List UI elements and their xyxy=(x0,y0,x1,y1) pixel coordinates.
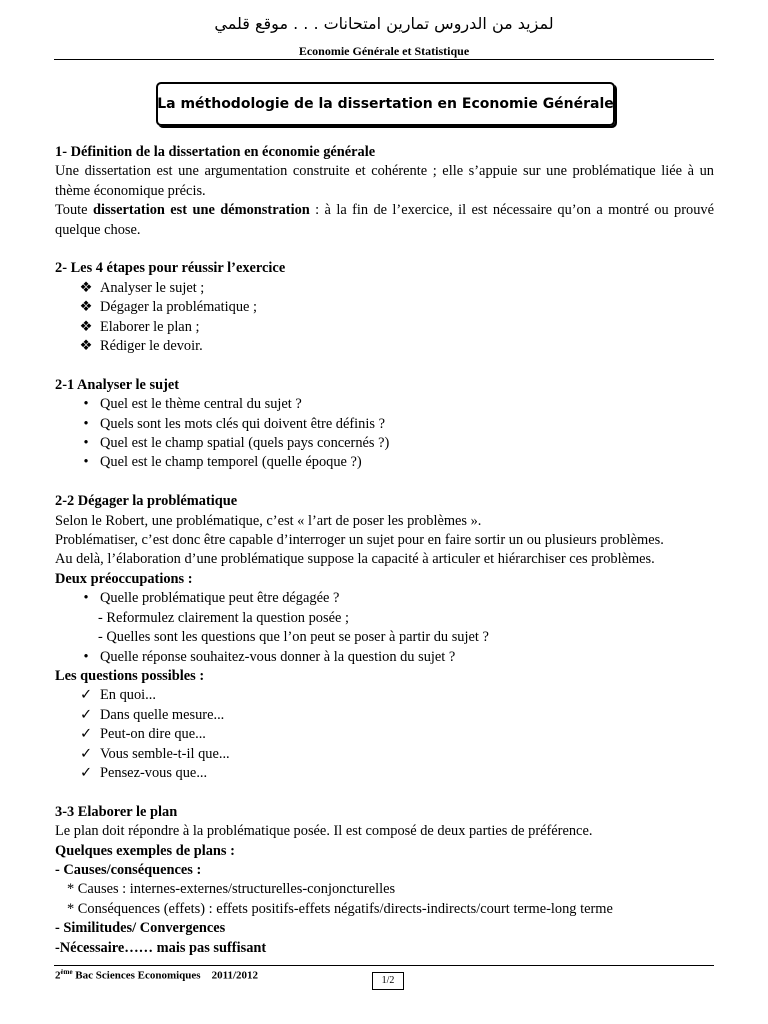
sub-item: * Conséquences (effets) : effets positifs-effets négatifs/directs-indirects/court terme-long terme xyxy=(67,900,613,917)
para-2-bold: dissertation est une démonstration xyxy=(92,202,310,219)
check-bullet-icon: ✓ xyxy=(79,745,93,762)
sub-item: * Causes : internes-externes/structurelles-conjoncturelles xyxy=(67,881,396,898)
document-body xyxy=(55,143,714,958)
list-item: ❖ Elaborer le plan ; xyxy=(55,318,714,337)
round-bullet-icon: • xyxy=(83,454,89,471)
list-item: • Quelle réponse souhaitez-vous donner à la question du sujet ? xyxy=(55,648,714,667)
round-bullet-icon: • xyxy=(83,435,89,452)
section-2-1-heading: 2-1 Analyser le sujet xyxy=(55,376,180,393)
list-item: • Quelle problématique peut être dégagée ? xyxy=(55,589,714,608)
list-item: ❖ Analyser le sujet ; xyxy=(55,279,714,298)
diamond-bullet-icon: ❖ xyxy=(79,318,93,335)
para-2-prefix: Toute xyxy=(55,202,93,219)
questions-heading: Les questions possibles : xyxy=(55,667,205,684)
sub-item: - Quelles sont les questions que l’on peut se poser à partir du sujet ? xyxy=(98,629,489,646)
section-3-3-heading: 3-3 Elaborer le plan xyxy=(55,803,178,820)
section-1-paragraph-2 xyxy=(55,201,714,240)
list-item: ❖ Rédiger le devoir. xyxy=(55,337,714,356)
arabic-banner: لمزيد من الدروس تمارين امتحانات . . . موقع قلمي xyxy=(214,14,554,33)
diamond-bullet-icon: ❖ xyxy=(79,338,93,355)
list-item: • Quels sont les mots clés qui doivent être définis ? xyxy=(55,415,714,434)
page-number: 1/2 xyxy=(372,972,404,990)
header-rule xyxy=(54,59,714,60)
check-bullet-icon: ✓ xyxy=(79,726,93,743)
sub-item: - Reformulez clairement la question posée ; xyxy=(98,609,349,626)
para-2-suffix: : à la fin de l’exercice, il est nécessaire qu’on a montré ou prouvé quelque chose. xyxy=(55,202,714,238)
section-2-2-heading: 2-2 Dégager la problématique xyxy=(55,493,238,510)
footer-class-label: 2ème Bac Sciences Economiques 2011/2012 xyxy=(55,968,259,982)
diamond-bullet-icon: ❖ xyxy=(79,299,93,316)
check-bullet-icon: ✓ xyxy=(79,687,93,704)
list-item: • Quel est le champ temporel (quelle époque ?) xyxy=(55,453,714,472)
footer-rule xyxy=(54,965,714,966)
document-title: La méthodologie de la dissertation en Economie Générale xyxy=(156,82,615,126)
concerns-heading: Deux préoccupations : xyxy=(55,570,193,587)
check-bullet-icon: ✓ xyxy=(79,764,93,781)
list-item: ✓ Dans quelle mesure... xyxy=(55,706,714,725)
diamond-bullet-icon: ❖ xyxy=(79,279,93,296)
list-item: ✓ Vous semble-t-il que... xyxy=(55,745,714,764)
list-item: ✓ Pensez-vous que... xyxy=(55,764,714,783)
section-2-2-paragraph-1: Selon le Robert, une problématique, c’est « l’art de poser les problèmes ». xyxy=(55,512,482,529)
section-2-2-paragraph-3: Au delà, l’élaboration d’une problématique suppose la capacité à articuler et hiérarchiser ces problèmes. xyxy=(55,551,655,568)
examples-heading: Quelques exemples de plans : xyxy=(55,842,235,859)
section-3-3-paragraph: Le plan doit répondre à la problématique posée. Il est composé de deux parties de préférence. xyxy=(55,823,593,840)
round-bullet-icon: • xyxy=(83,396,89,413)
document-subtitle: Economie Générale et Statistique xyxy=(298,44,470,58)
list-item: ✓ Peut-on dire que... xyxy=(55,725,714,744)
section-1-paragraph-1: Une dissertation est une argumentation construite et cohérente ; elle s’appuie sur une problématique liée à un thème économique précis. xyxy=(55,163,714,199)
list-item: ❖ Dégager la problématique ; xyxy=(55,298,714,317)
plan-causes-consequences: - Causes/conséquences : xyxy=(55,861,202,878)
section-1-heading: 1- Définition de la dissertation en économie générale xyxy=(55,144,376,160)
round-bullet-icon: • xyxy=(83,590,89,607)
list-item: • Quel est le champ spatial (quels pays concernés ?) xyxy=(55,434,714,453)
round-bullet-icon: • xyxy=(83,415,89,432)
list-item: • Quel est le thème central du sujet ? xyxy=(55,395,714,414)
section-2-2-paragraph-2: Problématiser, c’est donc être capable d’interroger un sujet pour en faire sortir un ou plusieurs problèmes. xyxy=(55,532,664,549)
list-item: ✓ En quoi... xyxy=(55,686,714,705)
round-bullet-icon: • xyxy=(83,648,89,665)
section-2-heading: 2- Les 4 étapes pour réussir l’exercice xyxy=(55,260,286,277)
check-bullet-icon: ✓ xyxy=(79,706,93,723)
plan-similitudes: - Similitudes/ Convergences xyxy=(55,920,226,937)
plan-necessaire: -Nécessaire…… mais pas suffisant xyxy=(55,939,267,956)
